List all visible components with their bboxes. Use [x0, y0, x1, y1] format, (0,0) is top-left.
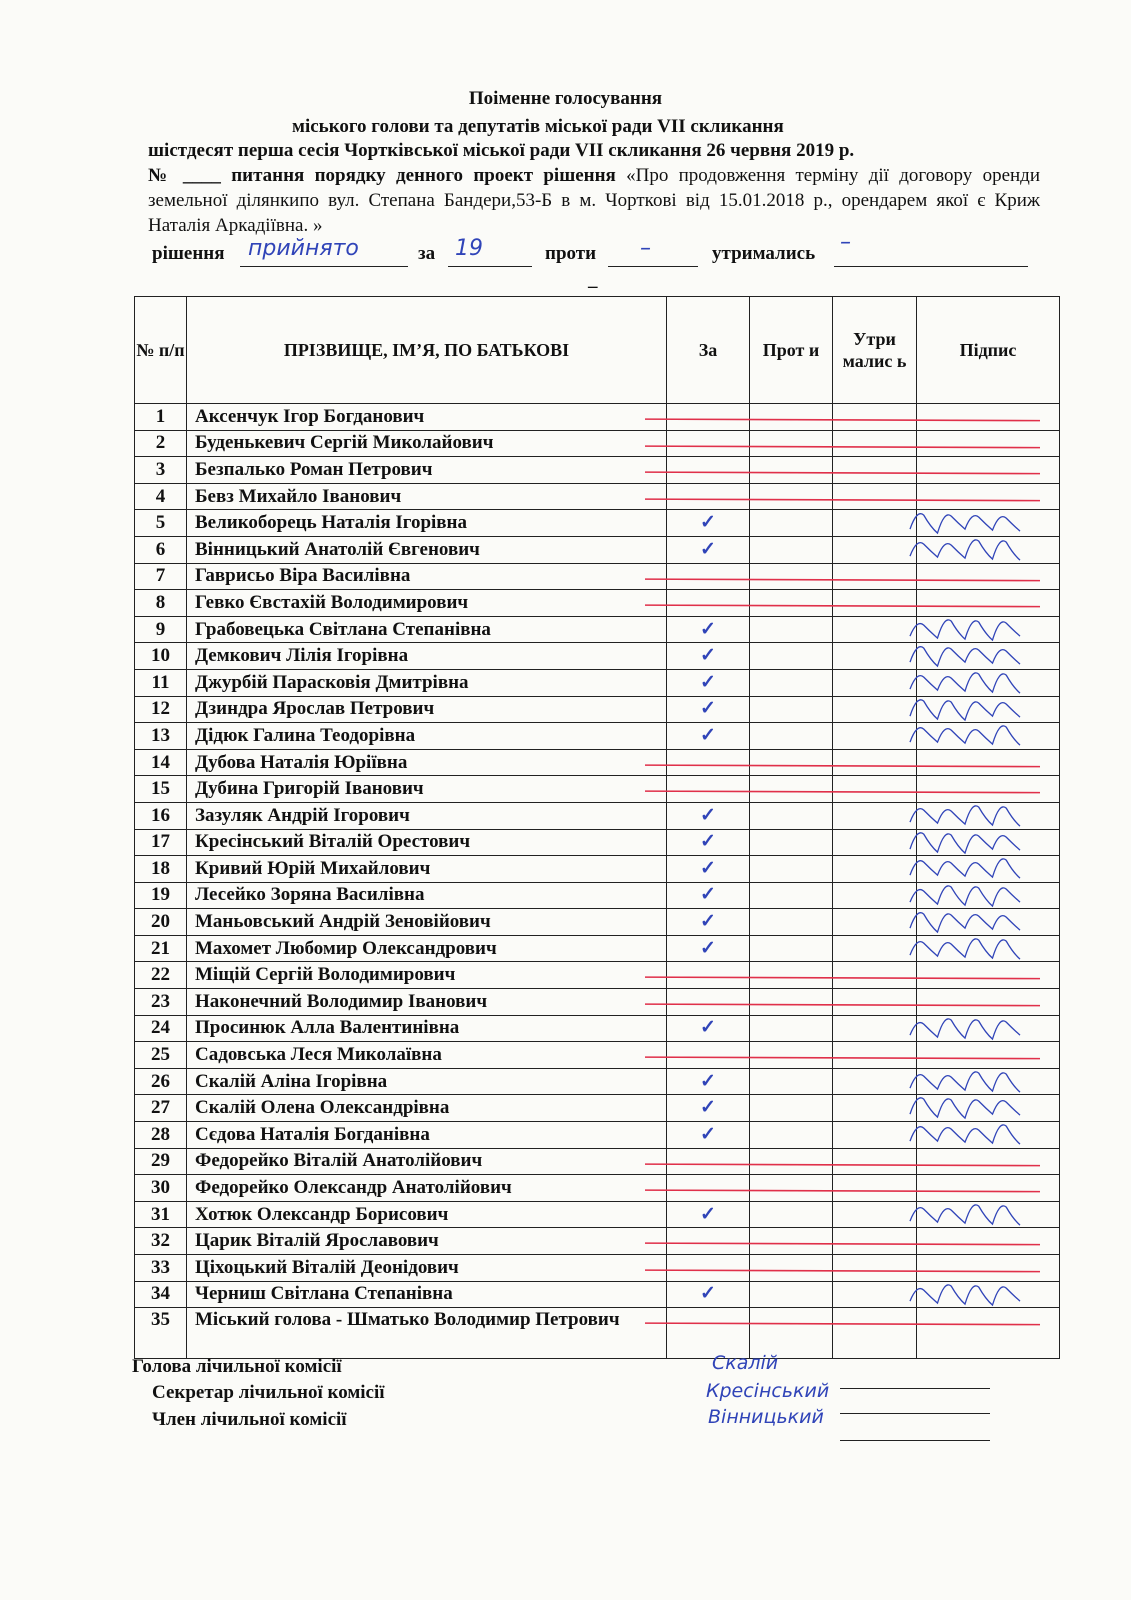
- row-za: ✓: [667, 669, 750, 696]
- signature-secretary: Кресінський: [706, 1380, 830, 1402]
- row-number: 7: [135, 563, 187, 590]
- strike-line: [645, 419, 1040, 421]
- row-za: ✓: [667, 1095, 750, 1122]
- row-za: ✓: [667, 616, 750, 643]
- row-za: ✓: [667, 1015, 750, 1042]
- proty-value-handwritten: –: [640, 236, 651, 261]
- row-number: 1: [135, 404, 187, 431]
- row-name: Буденькевич Сергій Миколайович: [187, 430, 667, 457]
- row-name: Царик Віталій Ярославович: [187, 1228, 667, 1255]
- signature-stroke: [910, 859, 1020, 878]
- row-name: Міщій Сергій Володимирович: [187, 962, 667, 989]
- signature-stroke: [910, 1019, 1020, 1039]
- item-label: питання порядку денного проект рішення: [231, 165, 616, 186]
- row-name: Сєдова Наталія Богданівна: [187, 1122, 667, 1149]
- row-number: 12: [135, 696, 187, 723]
- signature-stroke: [910, 1072, 1020, 1092]
- row-number: 33: [135, 1255, 187, 1282]
- row-name: Джурбій Парасковія Дмитрівна: [187, 669, 667, 696]
- row-number: 9: [135, 616, 187, 643]
- row-za: ✓: [667, 536, 750, 563]
- item-number: № ____: [148, 165, 221, 186]
- row-name: Маньовський Андрій Зеновійович: [187, 909, 667, 936]
- strike-line: [645, 1190, 1040, 1192]
- strike-line: [645, 1270, 1040, 1272]
- strike-line: [645, 1057, 1040, 1059]
- row-name: Аксенчук Ігор Богданович: [187, 404, 667, 431]
- header-za: За: [667, 297, 750, 404]
- row-number: 23: [135, 989, 187, 1016]
- signature-stroke: [910, 833, 1020, 853]
- row-name: Демкович Лілія Ігорівна: [187, 643, 667, 670]
- strike-line: [645, 765, 1040, 767]
- document-title: Поіменне голосування: [468, 88, 663, 109]
- row-number: 31: [135, 1201, 187, 1228]
- row-number: 24: [135, 1015, 187, 1042]
- row-name: Вінницький Анатолій Євгенович: [187, 536, 667, 563]
- strike-line: [645, 499, 1040, 501]
- row-number: 27: [135, 1095, 187, 1122]
- row-name: Кривий Юрій Михайлович: [187, 856, 667, 883]
- row-number: 25: [135, 1042, 187, 1069]
- row-name: Безпалько Роман Петрович: [187, 457, 667, 484]
- row-number: 22: [135, 962, 187, 989]
- strike-line: [645, 579, 1040, 581]
- row-za: ✓: [667, 1201, 750, 1228]
- signature-stroke: [910, 939, 1020, 959]
- row-number: 11: [135, 669, 187, 696]
- signature-stroke: [910, 913, 1020, 932]
- signature-stroke: [910, 620, 1020, 640]
- za-count-handwritten: 19: [455, 236, 483, 261]
- row-number: 30: [135, 1175, 187, 1202]
- proty-label: проти: [545, 243, 597, 264]
- row-name: Просинюк Алла Валентинівна: [187, 1015, 667, 1042]
- row-za: ✓: [667, 935, 750, 962]
- strike-line: [645, 446, 1040, 448]
- row-za: ✓: [667, 909, 750, 936]
- row-name: Махомет Любомир Олександрович: [187, 935, 667, 962]
- signature-stroke: [910, 540, 1020, 560]
- signature-stroke: [910, 1205, 1020, 1225]
- row-name: Садовська Леся Миколаївна: [187, 1042, 667, 1069]
- row-za: ✓: [667, 802, 750, 829]
- row-name: Ціхоцький Віталій Деонідович: [187, 1255, 667, 1282]
- item-text: «Про продовження терміну дії договору оренди земельної ділянкипо вул. Степана Бандери,53-Б в м. Чорткові від 15.01.2018 р., орендарем якої є Криж Наталія Аркадіївна. »: [148, 165, 1041, 236]
- header-signature: Підпис: [917, 297, 1060, 404]
- signature-stroke: [910, 514, 1020, 533]
- row-number: 20: [135, 909, 187, 936]
- row-name: Скалій Олена Олександрівна: [187, 1095, 667, 1122]
- signature-stroke: [910, 673, 1020, 693]
- strike-line: [645, 605, 1040, 607]
- row-number: 29: [135, 1148, 187, 1175]
- row-name: Дубова Наталія Юріївна: [187, 749, 667, 776]
- row-za: ✓: [667, 643, 750, 670]
- row-za: ✓: [667, 1122, 750, 1149]
- row-za: ✓: [667, 510, 750, 537]
- row-number: 32: [135, 1228, 187, 1255]
- row-number: 21: [135, 935, 187, 962]
- row-number: 14: [135, 749, 187, 776]
- footer-member: Член лічильної комісії: [152, 1409, 347, 1430]
- strike-line: [645, 1004, 1040, 1006]
- signature-stroke: [910, 886, 1020, 906]
- row-number: 28: [135, 1122, 187, 1149]
- signature-stroke: [910, 806, 1020, 826]
- row-name: Дубина Григорій Іванович: [187, 776, 667, 803]
- row-name: Федорейко Віталій Анатолійович: [187, 1148, 667, 1175]
- row-number: 4: [135, 483, 187, 510]
- signature-stroke: [910, 647, 1020, 666]
- row-name: Міський голова - Шматько Володимир Петрович: [187, 1308, 667, 1359]
- row-number: 8: [135, 590, 187, 617]
- row-za: ✓: [667, 1281, 750, 1308]
- footer-secretary: Секретар лічильної комісії: [152, 1382, 385, 1403]
- signature-chair: Скалій: [712, 1352, 779, 1374]
- signature-stroke: [910, 1285, 1020, 1305]
- strike-line: [645, 472, 1040, 474]
- row-number: 34: [135, 1281, 187, 1308]
- row-name: Хотюк Олександр Борисович: [187, 1201, 667, 1228]
- row-name: Гаврисьо Віра Василівна: [187, 563, 667, 590]
- row-name: Дідюк Галина Теодорівна: [187, 723, 667, 750]
- strike-line: [645, 1243, 1040, 1245]
- utrym-value-handwritten: –: [840, 230, 851, 255]
- row-number: 35: [135, 1308, 187, 1359]
- signature-stroke: [910, 726, 1020, 745]
- row-za: ✓: [667, 856, 750, 883]
- decision-label: рішення: [152, 243, 225, 264]
- row-name: Наконечний Володимир Іванович: [187, 989, 667, 1016]
- header-proty: Прот и: [750, 297, 833, 404]
- row-number: 10: [135, 643, 187, 670]
- row-za: ✓: [667, 1068, 750, 1095]
- row-name: Гевко Євстахій Володимирович: [187, 590, 667, 617]
- row-name: Грабовецька Світлана Степанівна: [187, 616, 667, 643]
- row-number: 17: [135, 829, 187, 856]
- signature-stroke: [910, 1125, 1020, 1144]
- row-number: 18: [135, 856, 187, 883]
- row-number: 2: [135, 430, 187, 457]
- strike-line: [645, 977, 1040, 979]
- strike-line: [645, 791, 1040, 793]
- utrym-label: утримались: [712, 243, 816, 264]
- document-subtitle: міського голови та депутатів міської ради VІІ скликання: [292, 116, 784, 137]
- decision-result-handwritten: прийнято: [248, 236, 359, 261]
- row-za: ✓: [667, 882, 750, 909]
- under-mark: –: [588, 276, 598, 297]
- row-number: 26: [135, 1068, 187, 1095]
- session-line: шістдесят перша сесія Чортківської міської ради VІІ скликання 26 червня 2019 р.: [148, 140, 855, 161]
- header-num: № п/п: [135, 297, 187, 404]
- row-number: 13: [135, 723, 187, 750]
- strike-line: [645, 1164, 1040, 1166]
- row-name: Бевз Михайло Іванович: [187, 483, 667, 510]
- row-name: Великоборець Наталія Ігорівна: [187, 510, 667, 537]
- row-name: Черниш Світлана Степанівна: [187, 1281, 667, 1308]
- signature-member: Вінницький: [708, 1406, 824, 1428]
- header-name: ПРІЗВИЩЕ, ІМ’Я, ПО БАТЬКОВІ: [187, 297, 667, 404]
- row-number: 5: [135, 510, 187, 537]
- row-name: Скалій Аліна Ігорівна: [187, 1068, 667, 1095]
- row-number: 19: [135, 882, 187, 909]
- row-za: ✓: [667, 829, 750, 856]
- strike-line: [645, 1323, 1040, 1325]
- header-utrym: Утри малис ь: [833, 297, 917, 404]
- row-name: Лесейко Зоряна Василівна: [187, 882, 667, 909]
- row-za: ✓: [667, 696, 750, 723]
- row-number: 3: [135, 457, 187, 484]
- row-number: 16: [135, 802, 187, 829]
- row-name: Кресінський Віталій Орестович: [187, 829, 667, 856]
- footer-chair: Голова лічильної комісії: [132, 1356, 342, 1377]
- signature-stroke: [910, 1098, 1020, 1118]
- row-name: Федорейко Олександр Анатолійович: [187, 1175, 667, 1202]
- row-name: Дзиндра Ярослав Петрович: [187, 696, 667, 723]
- row-number: 15: [135, 776, 187, 803]
- row-name: Зазуляк Андрій Ігорович: [187, 802, 667, 829]
- row-za: ✓: [667, 723, 750, 750]
- row-number: 6: [135, 536, 187, 563]
- za-label: за: [418, 243, 436, 264]
- signature-stroke: [910, 700, 1020, 720]
